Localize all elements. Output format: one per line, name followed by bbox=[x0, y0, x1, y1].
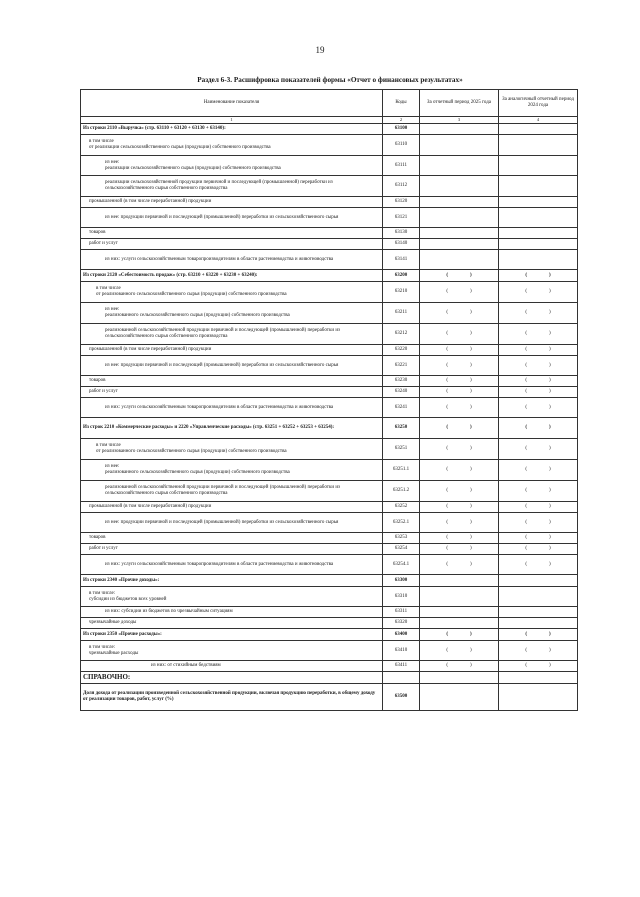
value-cell-previous[interactable] bbox=[499, 176, 578, 197]
negative-value-brackets: ( ) bbox=[446, 663, 472, 669]
row-code: 63221 bbox=[383, 356, 420, 376]
section-title: Раздел 6-3. Расшифровка показателей формы «Отчет о финансовых результатах» bbox=[197, 76, 463, 84]
row-label: работ и услуг bbox=[81, 387, 383, 398]
table-row bbox=[81, 282, 578, 303]
table-row bbox=[81, 228, 578, 239]
negative-value-brackets: ( ) bbox=[525, 535, 551, 541]
value-cell-previous[interactable] bbox=[499, 239, 578, 250]
share-row bbox=[81, 684, 578, 711]
table-row bbox=[81, 533, 578, 544]
table-row bbox=[81, 250, 578, 270]
value-cell-current[interactable] bbox=[420, 460, 499, 481]
value-cell-previous[interactable] bbox=[499, 324, 578, 345]
value-cell-current[interactable] bbox=[420, 239, 499, 250]
spravochno-row bbox=[81, 672, 578, 684]
value-cell-previous[interactable] bbox=[499, 641, 578, 661]
negative-value-brackets: ( ) bbox=[525, 663, 551, 669]
financial-results-table bbox=[80, 89, 578, 711]
row-code: 63121 bbox=[383, 208, 420, 228]
negative-value-brackets: ( ) bbox=[525, 631, 551, 637]
value-cell-current[interactable] bbox=[420, 303, 499, 324]
value-cell-current[interactable] bbox=[420, 176, 499, 197]
value-cell-previous[interactable] bbox=[499, 575, 578, 587]
value-cell-current[interactable] bbox=[420, 356, 499, 376]
table-row bbox=[81, 345, 578, 356]
negative-value-brackets: ( ) bbox=[446, 404, 472, 410]
row-label: из нее: реализации сельскохозяйственного сырья (продукции) собственного производства bbox=[81, 156, 383, 176]
table-row bbox=[81, 629, 578, 641]
row-code: 63241 bbox=[383, 398, 420, 418]
value-cell-current[interactable] bbox=[420, 250, 499, 270]
row-label: промышленной (в том числе переработанной) продукции bbox=[81, 345, 383, 356]
negative-value-brackets: ( ) bbox=[525, 425, 551, 431]
negative-value-brackets: ( ) bbox=[525, 519, 551, 525]
value-cell-current[interactable] bbox=[420, 533, 499, 544]
column-number: 3 bbox=[420, 117, 499, 124]
row-label: промышленной (в том числе переработанной) продукции bbox=[81, 502, 383, 513]
table-row bbox=[81, 387, 578, 398]
row-label: Из строки 2340 «Прочие доходы»: bbox=[81, 575, 383, 587]
row-label: Из строки 2120 «Себестоимость продаж» (стр. 63210 + 63220 + 63230 + 63240): bbox=[81, 270, 383, 282]
row-code: 63251.2 bbox=[383, 481, 420, 502]
row-code: 63240 bbox=[383, 387, 420, 398]
row-label: Из строк 2210 «Коммерческие расходы» и 2220 «Управленческие расходы» (стр. 63251 + 63252 + 63253 + 63254): bbox=[81, 418, 383, 439]
row-label: в том числе: субсидии из бюджетов всех уровней bbox=[81, 587, 383, 607]
row-code: 63230 bbox=[383, 376, 420, 387]
row-label: из нее: реализованного сельскохозяйственного сырья (продукции) собственного производства bbox=[81, 303, 383, 324]
table-row bbox=[81, 124, 578, 135]
value-cell-current[interactable] bbox=[420, 513, 499, 533]
row-label: из них: от стихийным бедствиям bbox=[81, 661, 383, 672]
value-cell-current[interactable] bbox=[420, 684, 499, 711]
row-code: 63130 bbox=[383, 228, 420, 239]
value-cell-current[interactable] bbox=[420, 376, 499, 387]
negative-value-brackets: ( ) bbox=[446, 631, 472, 637]
row-code: 63250 bbox=[383, 418, 420, 439]
value-cell-previous[interactable] bbox=[499, 555, 578, 575]
value-cell-current[interactable] bbox=[420, 481, 499, 502]
row-code: 63252 bbox=[383, 502, 420, 513]
table-row bbox=[81, 418, 578, 439]
value-cell-previous[interactable] bbox=[499, 270, 578, 282]
table-row bbox=[81, 135, 578, 156]
header-previous: За аналогичный отчетный период 2024 года bbox=[499, 90, 578, 117]
negative-value-brackets: ( ) bbox=[525, 546, 551, 552]
value-cell-previous[interactable] bbox=[499, 250, 578, 270]
row-label: реализации сельскохозяйственной продукции первичной и последующей (промышленной) переработки из сельскохозяйственного сырья собственного производства bbox=[81, 176, 383, 197]
empty-cell bbox=[383, 672, 420, 684]
negative-value-brackets: ( ) bbox=[446, 347, 472, 353]
value-cell-previous[interactable] bbox=[499, 228, 578, 239]
row-label: в том числе от реализованного сельскохозяйственного сырья (продукции) собственного производства bbox=[81, 282, 383, 303]
value-cell-previous[interactable] bbox=[499, 533, 578, 544]
table-row bbox=[81, 587, 578, 607]
value-cell-previous[interactable] bbox=[499, 124, 578, 135]
negative-value-brackets: ( ) bbox=[446, 519, 472, 525]
header-code: Коды bbox=[383, 90, 420, 117]
value-cell-current[interactable] bbox=[420, 135, 499, 156]
value-cell-previous[interactable] bbox=[499, 376, 578, 387]
negative-value-brackets: ( ) bbox=[446, 310, 472, 316]
header-row bbox=[81, 90, 578, 117]
row-label: из них: услуги сельскохозяйственным товаропроизводителям в области растениеводства и животноводства bbox=[81, 250, 383, 270]
negative-value-brackets: ( ) bbox=[446, 504, 472, 510]
negative-value-brackets: ( ) bbox=[525, 310, 551, 316]
row-label: Доля дохода от реализации произведенной сельскохозяйственной продукции, включая продукцию переработки, в общему доходу от реализации товаров, работ, услуг (%) bbox=[81, 684, 383, 711]
value-cell-previous[interactable] bbox=[499, 544, 578, 555]
negative-value-brackets: ( ) bbox=[446, 272, 472, 278]
row-code: 63251 bbox=[383, 439, 420, 460]
table-row bbox=[81, 303, 578, 324]
value-cell-previous[interactable] bbox=[499, 661, 578, 672]
row-code: 63300 bbox=[383, 575, 420, 587]
value-cell-current[interactable] bbox=[420, 641, 499, 661]
row-label: из нее: продукции первичной и последующей (промышленной) переработки из сельскохозяйственного сырья bbox=[81, 208, 383, 228]
value-cell-current[interactable] bbox=[420, 208, 499, 228]
empty-cell bbox=[499, 672, 578, 684]
negative-value-brackets: ( ) bbox=[525, 561, 551, 567]
value-cell-previous[interactable] bbox=[499, 135, 578, 156]
empty-cell bbox=[420, 672, 499, 684]
negative-value-brackets: ( ) bbox=[446, 446, 472, 452]
negative-value-brackets: ( ) bbox=[525, 347, 551, 353]
row-label: товаров bbox=[81, 376, 383, 387]
value-cell-previous[interactable] bbox=[499, 197, 578, 208]
row-label: промышленной (в том числе переработанной) продукции bbox=[81, 197, 383, 208]
value-cell-previous[interactable] bbox=[499, 208, 578, 228]
negative-value-brackets: ( ) bbox=[446, 647, 472, 653]
negative-value-brackets: ( ) bbox=[525, 362, 551, 368]
value-cell-previous[interactable] bbox=[499, 418, 578, 439]
table-row bbox=[81, 197, 578, 208]
table-row bbox=[81, 661, 578, 672]
row-label: в том числе от реализации сельскохозяйственного сырья (продукции) собственного производства bbox=[81, 135, 383, 156]
table-row bbox=[81, 641, 578, 661]
row-code: 63254.1 bbox=[383, 555, 420, 575]
value-cell-previous[interactable] bbox=[499, 618, 578, 629]
row-label: в том числе: чрезвычайные расходы bbox=[81, 641, 383, 661]
value-cell-current[interactable] bbox=[420, 228, 499, 239]
table-row bbox=[81, 607, 578, 618]
negative-value-brackets: ( ) bbox=[446, 389, 472, 395]
negative-value-brackets: ( ) bbox=[446, 362, 472, 368]
row-code: 63254 bbox=[383, 544, 420, 555]
column-number: 2 bbox=[383, 117, 420, 124]
value-cell-current[interactable] bbox=[420, 502, 499, 513]
table-row bbox=[81, 156, 578, 176]
negative-value-brackets: ( ) bbox=[446, 378, 472, 384]
negative-value-brackets: ( ) bbox=[446, 488, 472, 494]
row-code: 63320 bbox=[383, 618, 420, 629]
value-cell-current[interactable] bbox=[420, 418, 499, 439]
value-cell-current[interactable] bbox=[420, 398, 499, 418]
value-cell-previous[interactable] bbox=[499, 502, 578, 513]
negative-value-brackets: ( ) bbox=[446, 561, 472, 567]
value-cell-previous[interactable] bbox=[499, 587, 578, 607]
row-label: работ и услуг bbox=[81, 544, 383, 555]
row-label: из нее: продукции первичной и последующей (промышленной) переработки из сельскохозяйственного сырья bbox=[81, 513, 383, 533]
value-cell-current[interactable] bbox=[420, 270, 499, 282]
value-cell-current[interactable] bbox=[420, 324, 499, 345]
value-cell-current[interactable] bbox=[420, 156, 499, 176]
table-row bbox=[81, 324, 578, 345]
value-cell-previous[interactable] bbox=[499, 513, 578, 533]
value-cell-current[interactable] bbox=[420, 387, 499, 398]
negative-value-brackets: ( ) bbox=[525, 378, 551, 384]
table-row bbox=[81, 460, 578, 481]
value-cell-previous[interactable] bbox=[499, 303, 578, 324]
row-label: товаров bbox=[81, 228, 383, 239]
value-cell-current[interactable] bbox=[420, 607, 499, 618]
table-row bbox=[81, 439, 578, 460]
negative-value-brackets: ( ) bbox=[525, 389, 551, 395]
row-code: 63112 bbox=[383, 176, 420, 197]
table-row bbox=[81, 481, 578, 502]
row-label: из нее: реализованного сельскохозяйственного сырья (продукции) собственного производства bbox=[81, 460, 383, 481]
value-cell-previous[interactable] bbox=[499, 607, 578, 618]
negative-value-brackets: ( ) bbox=[446, 289, 472, 295]
table-row bbox=[81, 513, 578, 533]
table-row bbox=[81, 270, 578, 282]
row-code: 63411 bbox=[383, 661, 420, 672]
value-cell-current[interactable] bbox=[420, 661, 499, 672]
column-number-row bbox=[81, 117, 578, 124]
row-code: 63220 bbox=[383, 345, 420, 356]
negative-value-brackets: ( ) bbox=[525, 504, 551, 510]
row-code: 63252.1 bbox=[383, 513, 420, 533]
value-cell-current[interactable] bbox=[420, 345, 499, 356]
row-code: 63253 bbox=[383, 533, 420, 544]
table-row bbox=[81, 239, 578, 250]
value-cell-previous[interactable] bbox=[499, 439, 578, 460]
value-cell-previous[interactable] bbox=[499, 629, 578, 641]
row-code: 63210 bbox=[383, 282, 420, 303]
table-row bbox=[81, 618, 578, 629]
row-code: 63251.1 bbox=[383, 460, 420, 481]
value-cell-previous[interactable] bbox=[499, 156, 578, 176]
value-cell-current[interactable] bbox=[420, 197, 499, 208]
negative-value-brackets: ( ) bbox=[446, 425, 472, 431]
table-row bbox=[81, 575, 578, 587]
value-cell-previous[interactable] bbox=[499, 481, 578, 502]
row-label: Из строки 2110 «Выручка» (стр. 63110 + 63120 + 63130 + 63140): bbox=[81, 124, 383, 135]
row-code: 63400 bbox=[383, 629, 420, 641]
negative-value-brackets: ( ) bbox=[446, 546, 472, 552]
table-row bbox=[81, 555, 578, 575]
row-code: 63200 bbox=[383, 270, 420, 282]
row-label: из нее: продукции первичной и последующей (промышленной) переработки из сельскохозяйственного сырья bbox=[81, 356, 383, 376]
row-code: 63500 bbox=[383, 684, 420, 711]
value-cell-previous[interactable] bbox=[499, 398, 578, 418]
value-cell-current[interactable] bbox=[420, 587, 499, 607]
row-code: 63141 bbox=[383, 250, 420, 270]
table-row bbox=[81, 208, 578, 228]
row-code: 63212 bbox=[383, 324, 420, 345]
row-label: Из строки 2350 «Прочие расходы»: bbox=[81, 629, 383, 641]
column-number: 1 bbox=[81, 117, 383, 124]
value-cell-current[interactable] bbox=[420, 629, 499, 641]
negative-value-brackets: ( ) bbox=[525, 467, 551, 473]
value-cell-current[interactable] bbox=[420, 544, 499, 555]
value-cell-current[interactable] bbox=[420, 439, 499, 460]
page-number: 19 bbox=[315, 45, 325, 55]
value-cell-previous[interactable] bbox=[499, 282, 578, 303]
negative-value-brackets: ( ) bbox=[446, 467, 472, 473]
table-row bbox=[81, 376, 578, 387]
row-code: 63140 bbox=[383, 239, 420, 250]
negative-value-brackets: ( ) bbox=[525, 331, 551, 337]
negative-value-brackets: ( ) bbox=[525, 404, 551, 410]
row-label: чрезвычайные доходы bbox=[81, 618, 383, 629]
row-code: 63211 bbox=[383, 303, 420, 324]
row-code: 63110 bbox=[383, 135, 420, 156]
value-cell-current[interactable] bbox=[420, 282, 499, 303]
value-cell-current[interactable] bbox=[420, 124, 499, 135]
negative-value-brackets: ( ) bbox=[525, 446, 551, 452]
value-cell-previous[interactable] bbox=[499, 387, 578, 398]
row-code: 63410 bbox=[383, 641, 420, 661]
negative-value-brackets: ( ) bbox=[525, 647, 551, 653]
value-cell-previous[interactable] bbox=[499, 684, 578, 711]
negative-value-brackets: ( ) bbox=[525, 289, 551, 295]
header-name: Наименование показателя bbox=[81, 90, 383, 117]
table-row bbox=[81, 356, 578, 376]
value-cell-previous[interactable] bbox=[499, 356, 578, 376]
table-row bbox=[81, 176, 578, 197]
row-code: 63111 bbox=[383, 156, 420, 176]
value-cell-previous[interactable] bbox=[499, 460, 578, 481]
value-cell-current[interactable] bbox=[420, 555, 499, 575]
row-code: 63120 bbox=[383, 197, 420, 208]
value-cell-previous[interactable] bbox=[499, 345, 578, 356]
table-row bbox=[81, 398, 578, 418]
header-current: За отчетный период 2025 года bbox=[420, 90, 499, 117]
negative-value-brackets: ( ) bbox=[525, 488, 551, 494]
row-code: 63311 bbox=[383, 607, 420, 618]
row-label: из них: услуги сельскохозяйственным товаропроизводителям в области растениеводства и животноводства bbox=[81, 555, 383, 575]
row-label: из них: субсидии из бюджетов по чрезвычайным ситуациям bbox=[81, 607, 383, 618]
negative-value-brackets: ( ) bbox=[525, 272, 551, 278]
column-number: 4 bbox=[499, 117, 578, 124]
row-label: товаров bbox=[81, 533, 383, 544]
table-row bbox=[81, 502, 578, 513]
row-code: 63310 bbox=[383, 587, 420, 607]
row-label: реализованной сельскохозяйственной продукции первичной и последующей (промышленной) переработки из сельскохозяйственного сырья собственного производства bbox=[81, 481, 383, 502]
row-label: в том числе от реализованного сельскохозяйственного сырья (продукции) собственного производства bbox=[81, 439, 383, 460]
row-label: реализованной сельскохозяйственной продукции первичной и последующей (промышленной) переработки из сельскохозяйственного сырья собственного производства bbox=[81, 324, 383, 345]
negative-value-brackets: ( ) bbox=[446, 331, 472, 337]
table-row bbox=[81, 544, 578, 555]
value-cell-current[interactable] bbox=[420, 618, 499, 629]
row-label: из них: услуги сельскохозяйственным товаропроизводителям в области растениеводства и животноводства bbox=[81, 398, 383, 418]
negative-value-brackets: ( ) bbox=[446, 535, 472, 541]
value-cell-current[interactable] bbox=[420, 575, 499, 587]
row-label: работ и услуг bbox=[81, 239, 383, 250]
spravochno-label: СПРАВОЧНО: bbox=[81, 672, 383, 684]
row-code: 63100 bbox=[383, 124, 420, 135]
